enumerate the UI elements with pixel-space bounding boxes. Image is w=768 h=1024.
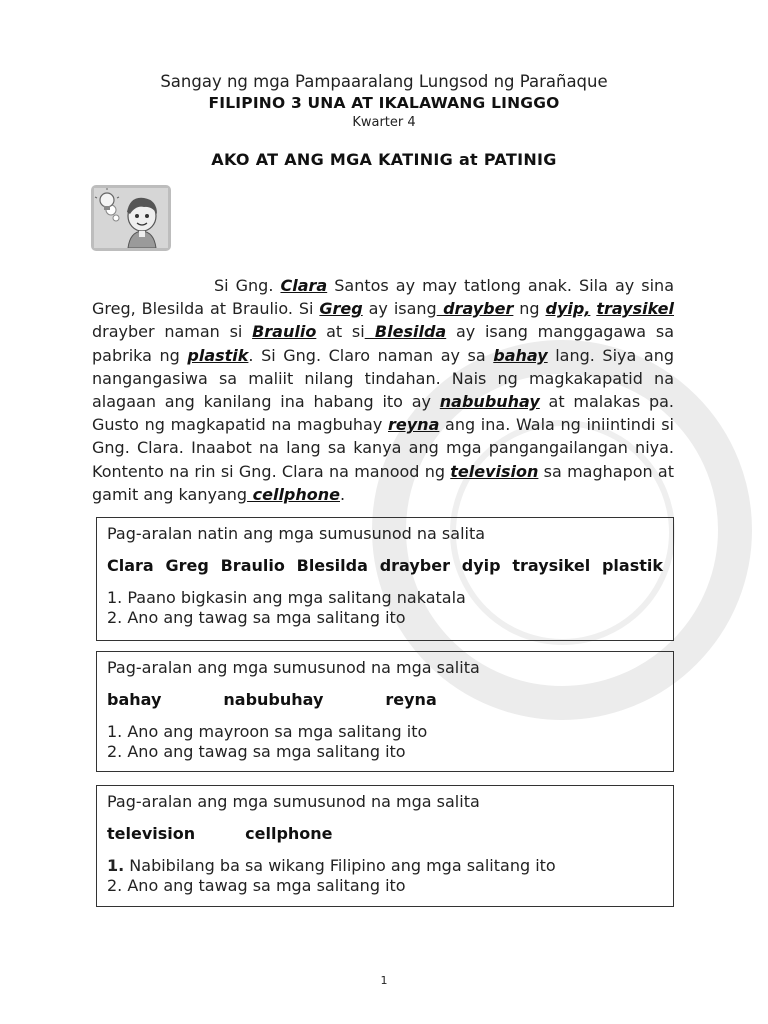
division-heading: Sangay ng mga Pampaaralang Lungsod ng Parañaque: [160, 72, 608, 91]
word: Clara: [107, 556, 154, 575]
word: drayber: [379, 556, 450, 575]
word: television: [107, 824, 196, 843]
study-box-1: [96, 517, 674, 641]
word-list: [107, 690, 663, 710]
keyword-greg: Greg: [319, 299, 363, 319]
word: Blesilda: [296, 556, 368, 575]
keyword-traysikel: traysikel: [596, 299, 675, 319]
keyword-bahay: bahay: [493, 345, 548, 365]
word: plastik: [601, 556, 663, 575]
word: Greg: [165, 556, 209, 575]
page-number: 1: [380, 974, 388, 987]
word: traysikel: [512, 556, 591, 575]
word-list: [107, 824, 663, 844]
keyword-plastik: plastik: [187, 345, 249, 365]
quarter-heading: Kwarter 4: [352, 115, 416, 130]
word: bahay: [107, 690, 162, 709]
box-intro: Pag-aralan ang mga sumusunod na mga salita: [107, 792, 480, 811]
keyword-cellphone: cellphone: [247, 484, 340, 504]
question-2: 2. Ano ang tawag sa mga salitang ito: [107, 608, 406, 627]
study-box-3: [96, 785, 674, 907]
word: Braulio: [220, 556, 285, 575]
question-2: 2. Ano ang tawag sa mga salitang ito: [107, 742, 406, 761]
question-1: 1. Nabibilang ba sa wikang Filipino ang mga salitang ito: [107, 856, 556, 875]
boy-idea-lightbulb-icon: [91, 185, 171, 251]
word-list: [107, 556, 663, 576]
question-2: 2. Ano ang tawag sa mga salitang ito: [107, 876, 406, 895]
word: reyna: [385, 690, 437, 709]
keyword-reyna: reyna: [388, 415, 440, 435]
keyword-television: television: [450, 461, 539, 481]
lesson-title: AKO AT ANG MGA KATINIG at PATINIG: [211, 150, 557, 169]
keyword-nabubuhay: nabubuhay: [439, 392, 540, 412]
keyword-blesilda: Blesilda: [364, 322, 447, 342]
keyword-braulio: Braulio: [252, 322, 317, 342]
question-1: 1. Paano bigkasin ang mga salitang nakatala: [107, 588, 466, 607]
word: dyip: [461, 556, 501, 575]
question-1: 1. Ano ang mayroon sa mga salitang ito: [107, 722, 428, 741]
keyword-clara: Clara: [280, 276, 328, 295]
box-intro: Pag-aralan ang mga sumusunod na mga salita: [107, 658, 480, 677]
study-box-2: [96, 651, 674, 772]
story-paragraph: Si Gng. Clara Santos ay may tatlong anak. Sila ay sina Greg, Blesilda at Braulio. Si Greg ay isang drayber ng dyip, traysikel drayber naman si Braulio at si Blesilda ay isang manggagawa sa pabrika ng plastik. Si Gng. Claro naman ay sa bahay lang. Siya ang nangangasiwa sa maliit nilang tindahan. Nais ng magkakapatid na alagaan ang kanilang ina habang ito ay nabubuhay at malakas pa. Gusto ng magkapatid na magbuhay reyna ang ina. Wala ng iniintindi si Gng. Clara. Inaabot na lang sa kanya ang mga pangangailangan niya. Kontento na rin si Gng. Clara na manood ng television sa maghapon at gamit ang kanyang cellphone.: [92, 276, 675, 504]
box-intro: Pag-aralan natin ang mga sumusunod na salita: [107, 524, 486, 543]
keyword-drayber: drayber: [436, 299, 514, 319]
word: nabubuhay: [223, 690, 324, 709]
keyword-dyip: dyip,: [545, 299, 591, 319]
word: cellphone: [245, 824, 333, 843]
subject-heading: FILIPINO 3 UNA AT IKALAWANG LINGGO: [208, 94, 560, 112]
